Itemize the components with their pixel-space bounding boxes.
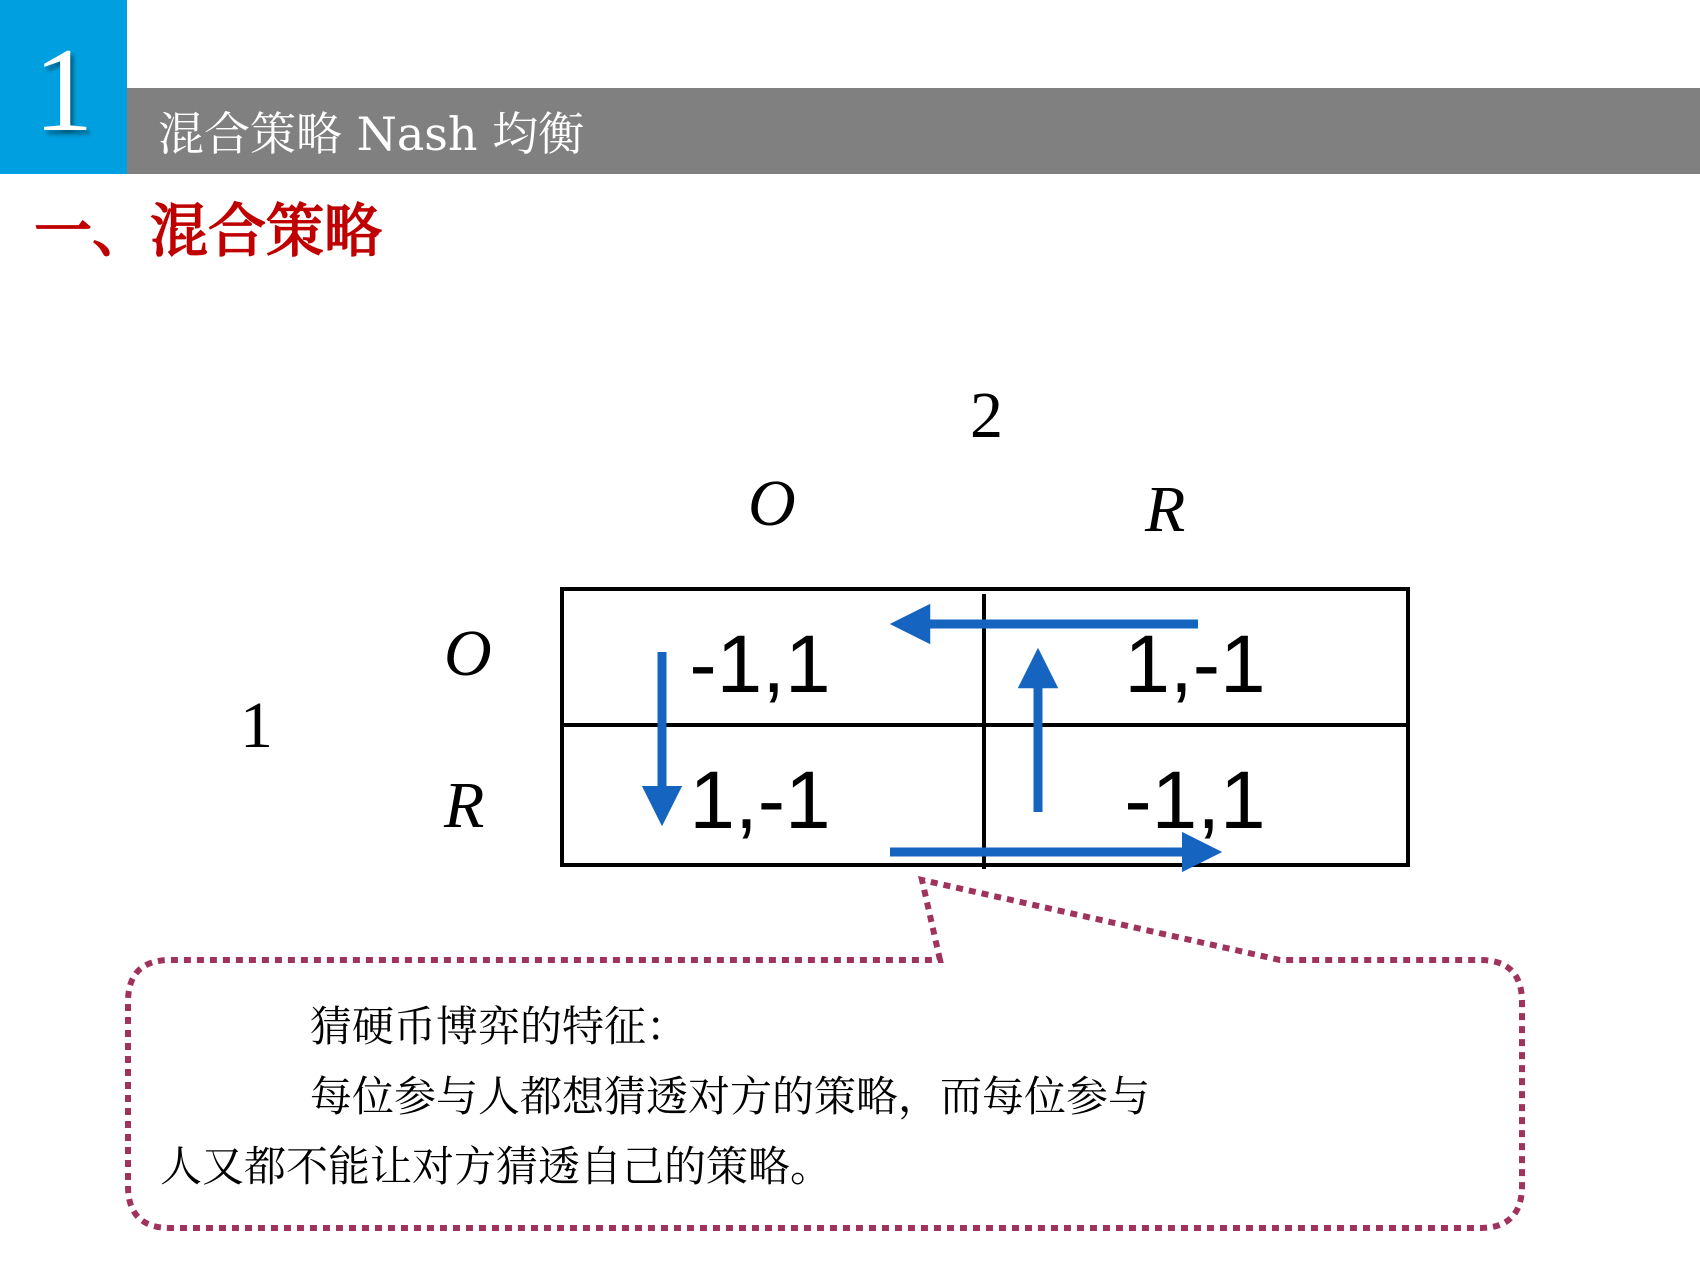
row-strategy-r-label: R bbox=[444, 769, 485, 842]
col-strategy-o-label: O bbox=[748, 467, 796, 540]
callout-line-2: 每位参与人都想猜透对方的策略，而每位参与 bbox=[310, 1072, 1151, 1121]
callout-line-3: 人又都不能让对方猜透自己的策略。 bbox=[160, 1142, 833, 1191]
page-title: 混合策略 Nash 均衡 bbox=[158, 107, 585, 161]
payoff-r-o: 1,-1 bbox=[689, 755, 831, 846]
section-title: 一、混合策略 bbox=[34, 197, 383, 265]
player-1-label: 1 bbox=[240, 689, 273, 762]
col-strategy-r-label: R bbox=[1145, 473, 1186, 546]
payoff-o-r: 1,-1 bbox=[1124, 619, 1266, 710]
section-number: 1 bbox=[33, 23, 94, 156]
payoff-o-o: -1,1 bbox=[689, 619, 831, 710]
player-2-label: 2 bbox=[970, 379, 1003, 452]
callout-text bbox=[160, 992, 1460, 1202]
payoff-r-r: -1,1 bbox=[1124, 755, 1266, 846]
row-strategy-o-label: O bbox=[444, 617, 492, 690]
callout-line-1: 猜硬币博弈的特征： bbox=[310, 1002, 689, 1051]
